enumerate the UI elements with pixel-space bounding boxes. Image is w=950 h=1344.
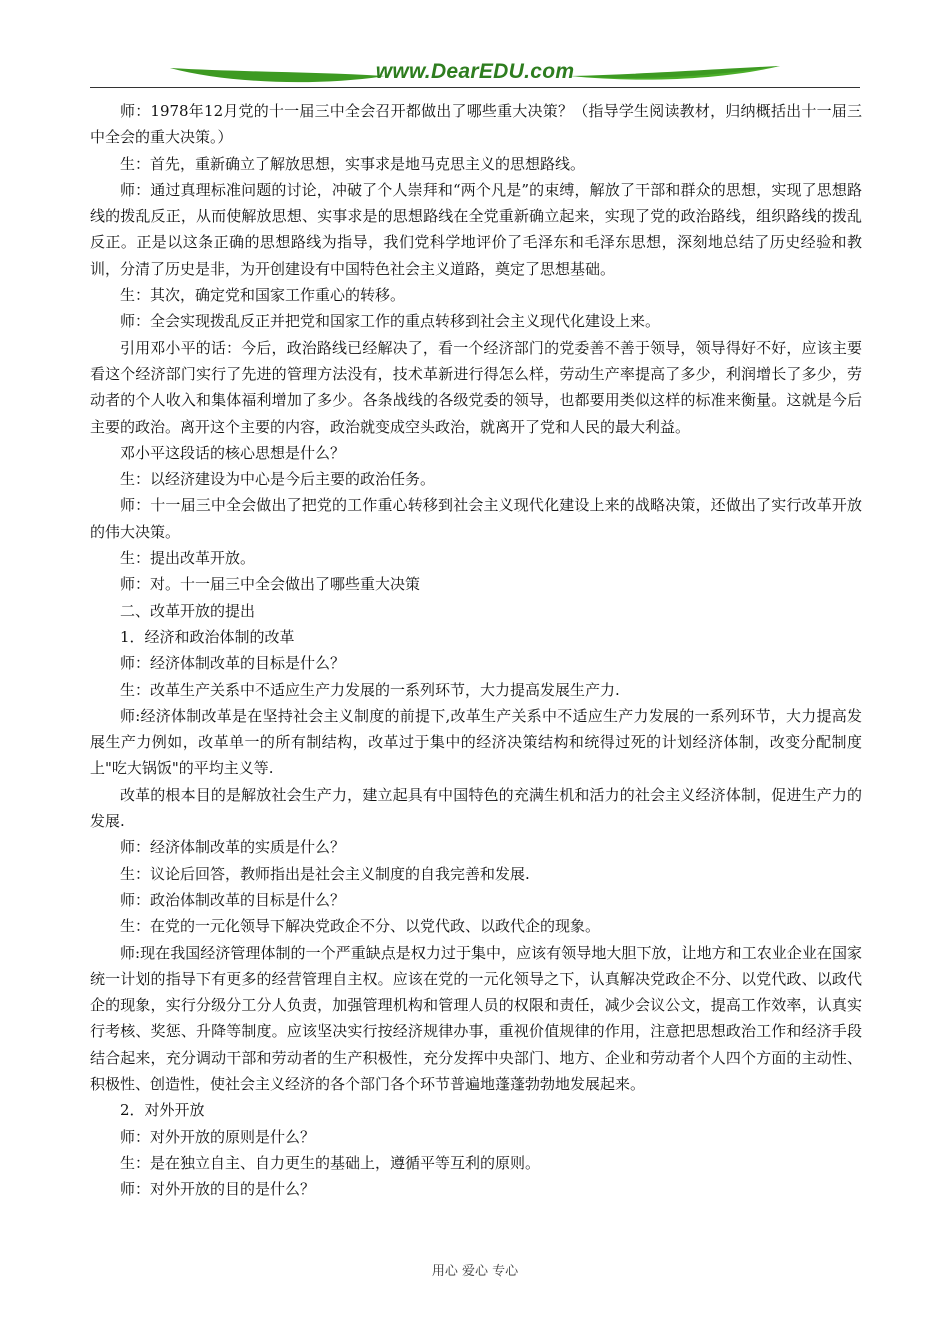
paragraph: 改革的根本目的是解放社会生产力，建立起具有中国特色的充满生机和活力的社会主义经济体制，促进生产力的发展. xyxy=(90,785,862,831)
page-header xyxy=(90,58,860,90)
subsection-heading: 2．对外开放 xyxy=(120,1101,205,1120)
paragraph: 师：对。十一届三中全会做出了哪些重大决策 xyxy=(120,575,421,594)
paragraph: 引用邓小平的话：今后，政治路线已经解决了，看一个经济部门的党委善不善于领导，领导得好不好，应该主要看这个经济部门实行了先进的管理方法没有，技术革新进行得怎么样，劳动生产率提高了多少，利润增长了多少，劳动者的个人收入和集体福利增加了多少。各条战线的各级党委的领导，也都要用类似这样的标准来衡量。这就是今后主要的政治。离开这个主要的内容，政治就变成空头政治，就离开了党和人民的最大利益。 xyxy=(90,338,862,436)
paragraph: 师:经济体制改革是在坚持社会主义制度的前提下,改革生产关系中不适应生产力发展的一系列环节，大力提高发展生产力例如，改革单一的所有制结构，改革过于集中的经济决策结构和统得过死的计划经济体制，改变分配制度上"吃大锅饭"的平均主义等. xyxy=(90,706,862,778)
paragraph: 生：以经济建设为中心是今后主要的政治任务。 xyxy=(120,470,436,489)
document-body xyxy=(90,98,862,1202)
section-heading: 二、改革开放的提出 xyxy=(120,601,256,620)
paragraph: 师：全会实现拨乱反正并把党和国家工作的重点转移到社会主义现代化建设上来。 xyxy=(120,312,661,331)
paragraph: 生：改革生产关系中不适应生产力发展的一系列环节，大力提高发展生产力. xyxy=(120,680,620,699)
paragraph: 生：议论后回答，教师指出是社会主义制度的自我完善和发展. xyxy=(120,864,530,883)
site-logo-text: www.DearEDU.com xyxy=(375,60,575,83)
header-divider xyxy=(90,87,860,88)
paragraph: 师：1978年12月党的十一届三中全会召开都做出了哪些重大决策？（指导学生阅读教材，归纳概括出十一届三中全会的重大决策。） xyxy=(90,102,862,147)
paragraph: 生：是在独立自主、自力更生的基础上，遵循平等互利的原则。 xyxy=(120,1153,541,1172)
page-footer: 用心 爱心 专心 xyxy=(431,1264,519,1279)
paragraph: 师：政治体制改革的目标是什么？ xyxy=(120,890,346,909)
paragraph: 生：其次，确定党和国家工作重心的转移。 xyxy=(120,286,406,305)
paragraph: 生：提出改革开放。 xyxy=(120,549,256,568)
paragraph: 师：经济体制改革的实质是什么？ xyxy=(120,838,346,857)
paragraph: 师：通过真理标准问题的讨论，冲破了个人崇拜和“两个凡是”的束缚，解放了干部和群众的思想，实现了思想路线的拨乱反正，从而使解放思想、实事求是的思想路线在全党重新确立起来，实现了党的政治路线，组织路线的拨乱反正。正是以这条正确的思想路线为指导，我们党科学地评价了毛泽东和毛泽东思想，深刻地总结了历史经验和教训，分清了历史是非，为开创建设有中国特色社会主义道路，奠定了思想基础。 xyxy=(90,180,862,278)
paragraph: 师：对外开放的目的是什么？ xyxy=(120,1180,316,1199)
paragraph: 师：经济体制改革的目标是什么？ xyxy=(120,654,346,673)
paragraph: 生：首先，重新确立了解放思想，实事求是地马克思主义的思想路线。 xyxy=(120,154,586,173)
subsection-heading: 1．经济和政治体制的改革 xyxy=(120,627,295,646)
paragraph: 生：在党的一元化领导下解决党政企不分、以党代政、以政代企的现象。 xyxy=(120,917,601,936)
paragraph: 师：对外开放的原则是什么？ xyxy=(120,1127,316,1146)
paragraph: 邓小平这段话的核心思想是什么？ xyxy=(120,443,346,462)
paragraph: 师：十一届三中全会做出了把党的工作重心转移到社会主义现代化建设上来的战略决策，还做出了实行改革开放的伟大决策。 xyxy=(90,496,862,541)
paragraph: 师:现在我国经济管理体制的一个严重缺点是权力过于集中，应该有领导地大胆下放，让地方和工农业企业在国家统一计划的指导下有更多的经营管理自主权。应该在党的一元化领导之下，认真解决党政企不分、以党代政、以政代企的现象，实行分级分工分人负责，加强管理机构和管理人员的权限和责任，减少会议公文，提高工作效率，认真实行考核、奖惩、升降等制度。应该坚决实行按经济规律办事，重视价值规律的作用，注意把思想政治工作和经济手段结合起来，充分调动干部和劳动者的生产积极性，充分发挥中央部门、地方、企业和劳动者个人四个方面的主动性、积极性、创造性，使社会主义经济的各个部门各个环节普遍地蓬蓬勃勃地发展起来。 xyxy=(90,943,862,1093)
